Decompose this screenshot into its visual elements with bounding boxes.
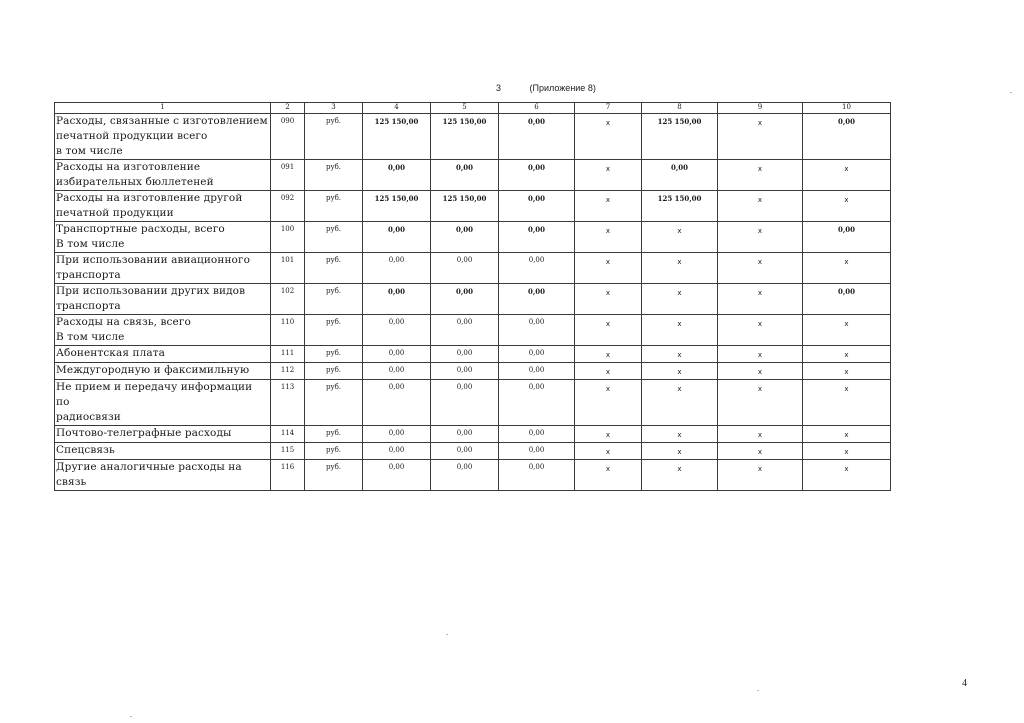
col10-value: х (803, 380, 891, 426)
row-label-line: радиосвязи (56, 411, 121, 423)
col7-value: х (575, 460, 642, 491)
table-row (55, 160, 891, 191)
col7-value: х (575, 346, 642, 363)
row-label-line: транспорта (56, 269, 121, 281)
col5-value: 0,00 (431, 315, 499, 346)
row-unit: руб. (305, 284, 363, 315)
col7-value: х (575, 253, 642, 284)
col4-value: 0,00 (363, 315, 431, 346)
row-code: 092 (271, 191, 305, 222)
row-label-line: Междугородную и факсимильную (56, 364, 250, 376)
col10-value: 0,00 (803, 222, 891, 253)
page-number: 4 (962, 678, 967, 689)
row-unit: руб. (305, 460, 363, 491)
table-row (55, 284, 891, 315)
row-label-line: Почтово-телеграфные расходы (56, 427, 232, 439)
table-row (55, 346, 891, 363)
col5-value: 125 150,00 (431, 191, 499, 222)
col5-value: 0,00 (431, 443, 499, 460)
col9-value: х (718, 460, 803, 491)
expense-table (54, 102, 891, 491)
col8-value: х (642, 222, 718, 253)
col6-value: 0,00 (499, 191, 575, 222)
col4-value: 0,00 (363, 253, 431, 284)
row-label (55, 346, 271, 363)
col6-value: 0,00 (499, 460, 575, 491)
col8-value: х (642, 426, 718, 443)
row-code: 090 (271, 114, 305, 160)
col7-value: х (575, 380, 642, 426)
row-unit: руб. (305, 222, 363, 253)
col7-value: х (575, 222, 642, 253)
row-label (55, 380, 271, 426)
col8-value: 125 150,00 (642, 191, 718, 222)
col7-value: х (575, 114, 642, 160)
scan-speck (1010, 92, 1012, 93)
col6-value: 0,00 (499, 315, 575, 346)
col6-value: 0,00 (499, 363, 575, 380)
row-label-line: Транспортные расходы, всего (56, 223, 225, 235)
col-number: 9 (718, 103, 803, 114)
col8-value: 0,00 (642, 160, 718, 191)
row-label-line: Расходы на изготовление (56, 161, 201, 173)
col5-value: 125 150,00 (431, 114, 499, 160)
col6-value: 0,00 (499, 426, 575, 443)
col5-value: 0,00 (431, 222, 499, 253)
row-label (55, 443, 271, 460)
col9-value: х (718, 426, 803, 443)
col10-value: х (803, 363, 891, 380)
col6-value: 0,00 (499, 380, 575, 426)
row-unit: руб. (305, 363, 363, 380)
row-code: 101 (271, 253, 305, 284)
col10-value: 0,00 (803, 114, 891, 160)
table-row (55, 315, 891, 346)
row-label-line: печатной продукции всего (56, 130, 208, 142)
row-label (55, 160, 271, 191)
col9-value: х (718, 222, 803, 253)
row-label (55, 114, 271, 160)
row-code: 113 (271, 380, 305, 426)
row-label (55, 460, 271, 491)
table-row (55, 253, 891, 284)
column-number-row (55, 103, 891, 114)
row-label-line: транспорта (56, 300, 121, 312)
col7-value: х (575, 284, 642, 315)
scan-speck (130, 716, 132, 717)
table-row (55, 426, 891, 443)
scan-speck (757, 690, 759, 691)
row-unit: руб. (305, 315, 363, 346)
row-code: 112 (271, 363, 305, 380)
col9-value: х (718, 346, 803, 363)
col7-value: х (575, 363, 642, 380)
col10-value: х (803, 443, 891, 460)
col-number: 5 (431, 103, 499, 114)
col10-value: х (803, 346, 891, 363)
col9-value: х (718, 315, 803, 346)
row-label-line: Абонентская плата (56, 347, 165, 359)
row-unit: руб. (305, 160, 363, 191)
col4-value: 0,00 (363, 443, 431, 460)
row-label (55, 253, 271, 284)
row-label (55, 426, 271, 443)
col10-value: х (803, 160, 891, 191)
scan-speck (446, 634, 448, 635)
col5-value: 0,00 (431, 284, 499, 315)
row-label (55, 222, 271, 253)
table-row (55, 191, 891, 222)
row-label-line: Расходы на связь, всего (56, 316, 191, 328)
col10-value: 0,00 (803, 284, 891, 315)
table-row (55, 380, 891, 426)
row-label (55, 284, 271, 315)
col10-value: х (803, 253, 891, 284)
row-code: 115 (271, 443, 305, 460)
col6-value: 0,00 (499, 160, 575, 191)
table-row (55, 222, 891, 253)
col6-value: 0,00 (499, 284, 575, 315)
row-label (55, 191, 271, 222)
col4-value: 125 150,00 (363, 114, 431, 160)
row-code: 100 (271, 222, 305, 253)
col-number: 1 (55, 103, 271, 114)
row-unit: руб. (305, 380, 363, 426)
col10-value: х (803, 191, 891, 222)
col-number: 7 (575, 103, 642, 114)
row-label-line: в том числе (56, 145, 123, 157)
col5-value: 0,00 (431, 460, 499, 491)
row-code: 110 (271, 315, 305, 346)
col9-value: х (718, 191, 803, 222)
col5-value: 0,00 (431, 346, 499, 363)
row-code: 114 (271, 426, 305, 443)
col8-value: х (642, 346, 718, 363)
col4-value: 0,00 (363, 346, 431, 363)
col7-value: х (575, 191, 642, 222)
col9-value: х (718, 380, 803, 426)
row-label-line: В том числе (56, 238, 125, 250)
col10-value: х (803, 315, 891, 346)
row-label-line: связь (56, 476, 87, 488)
col8-value: х (642, 315, 718, 346)
col9-value: х (718, 253, 803, 284)
col8-value: х (642, 460, 718, 491)
col4-value: 125 150,00 (363, 191, 431, 222)
row-label-line: При использовании других видов (56, 285, 246, 297)
row-unit: руб. (305, 191, 363, 222)
row-code: 111 (271, 346, 305, 363)
row-unit: руб. (305, 253, 363, 284)
row-label-line: Спецсвязь (56, 444, 115, 456)
col4-value: 0,00 (363, 160, 431, 191)
col5-value: 0,00 (431, 426, 499, 443)
table-row (55, 114, 891, 160)
row-unit: руб. (305, 426, 363, 443)
row-unit: руб. (305, 443, 363, 460)
col7-value: х (575, 315, 642, 346)
col8-value: х (642, 363, 718, 380)
col10-value: х (803, 426, 891, 443)
col5-value: 0,00 (431, 363, 499, 380)
appendix-label: (Приложение 8) (529, 83, 596, 93)
col6-value: 0,00 (499, 253, 575, 284)
col7-value: х (575, 443, 642, 460)
col4-value: 0,00 (363, 380, 431, 426)
row-label-line: Расходы на изготовление другой (56, 192, 243, 204)
col-number: 3 (305, 103, 363, 114)
col4-value: 0,00 (363, 222, 431, 253)
col6-value: 0,00 (499, 443, 575, 460)
col8-value: х (642, 284, 718, 315)
row-label (55, 363, 271, 380)
row-label-line: Другие аналогичные расходы на (56, 461, 242, 473)
col-number: 6 (499, 103, 575, 114)
col7-value: х (575, 426, 642, 443)
col8-value: х (642, 253, 718, 284)
col6-value: 0,00 (499, 222, 575, 253)
col9-value: х (718, 284, 803, 315)
table-row (55, 363, 891, 380)
col9-value: х (718, 363, 803, 380)
col9-value: х (718, 160, 803, 191)
col4-value: 0,00 (363, 284, 431, 315)
row-code: 091 (271, 160, 305, 191)
col5-value: 0,00 (431, 380, 499, 426)
col5-value: 0,00 (431, 160, 499, 191)
row-label-line: В том числе (56, 331, 125, 343)
col4-value: 0,00 (363, 363, 431, 380)
row-label-line: избирательных бюллетеней (56, 176, 214, 188)
row-code: 116 (271, 460, 305, 491)
header-page-num: 3 (496, 83, 502, 93)
col6-value: 0,00 (499, 346, 575, 363)
col-number: 10 (803, 103, 891, 114)
col9-value: х (718, 443, 803, 460)
row-label-line: печатной продукции (56, 207, 174, 219)
table-row (55, 460, 891, 491)
row-unit: руб. (305, 114, 363, 160)
col-number: 2 (271, 103, 305, 114)
row-label-line: При использовании авиационного (56, 254, 250, 266)
col4-value: 0,00 (363, 460, 431, 491)
row-label (55, 315, 271, 346)
col7-value: х (575, 160, 642, 191)
col-number: 4 (363, 103, 431, 114)
row-label-line: Не прием и передачу информации по (56, 381, 253, 408)
col8-value: х (642, 380, 718, 426)
col8-value: х (642, 443, 718, 460)
col4-value: 0,00 (363, 426, 431, 443)
col-number: 8 (642, 103, 718, 114)
col5-value: 0,00 (431, 253, 499, 284)
col9-value: х (718, 114, 803, 160)
row-unit: руб. (305, 346, 363, 363)
col10-value: х (803, 460, 891, 491)
row-code: 102 (271, 284, 305, 315)
page-header (496, 83, 596, 93)
col8-value: 125 150,00 (642, 114, 718, 160)
table-row (55, 443, 891, 460)
col6-value: 0,00 (499, 114, 575, 160)
row-label-line: Расходы, связанные с изготовлением (56, 115, 268, 127)
